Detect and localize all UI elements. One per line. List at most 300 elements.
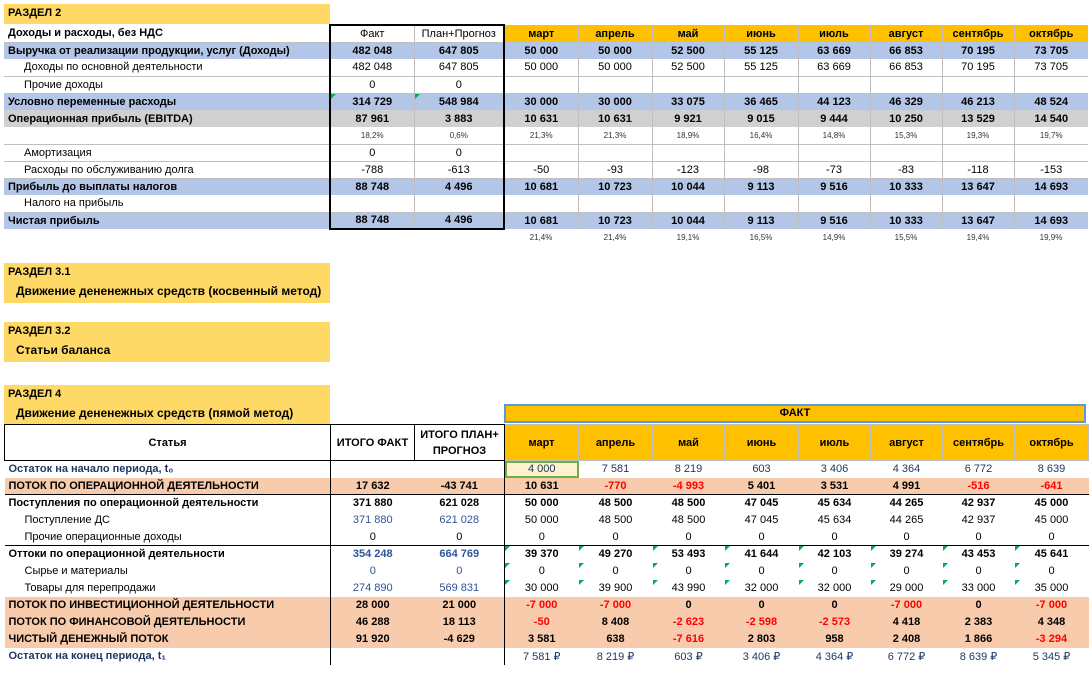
cell-value[interactable]: 39 900: [579, 580, 653, 597]
row-label[interactable]: Операционная прибыль (EBITDA): [4, 110, 330, 127]
cell-value[interactable]: [798, 195, 870, 212]
cell-value[interactable]: 15,3%: [870, 127, 942, 144]
cell-fact[interactable]: 88 748: [330, 178, 414, 195]
cell-value[interactable]: 35 000: [1015, 580, 1089, 597]
cell-value[interactable]: -641: [1015, 478, 1089, 495]
cell-fact[interactable]: 314 729: [330, 93, 414, 110]
cell-value[interactable]: 10 333: [870, 178, 942, 195]
cell-plan[interactable]: 4 496: [414, 212, 504, 229]
cell-value[interactable]: 958: [799, 631, 871, 648]
cell-total-plan[interactable]: 621 028: [415, 512, 505, 529]
cell-total-plan[interactable]: [415, 648, 505, 665]
cell-value[interactable]: 0: [1048, 530, 1055, 543]
header-month[interactable]: апрель: [578, 25, 652, 42]
row-label[interactable]: ПОТОК ПО ИНВЕСТИЦИОННОЙ ДЕЯТЕЛЬНОСТИ: [5, 597, 331, 614]
cell-value[interactable]: -118: [942, 161, 1014, 178]
cell-fact[interactable]: [330, 229, 414, 246]
cell-value[interactable]: 0: [653, 597, 725, 614]
cell-value[interactable]: 21,4%: [603, 233, 627, 242]
cell-total-fact[interactable]: [331, 461, 415, 478]
header-month[interactable]: июнь: [725, 425, 799, 461]
cell-value[interactable]: 8 639 ₽: [959, 650, 998, 663]
cell-value[interactable]: [504, 144, 578, 161]
cell-value[interactable]: 9 113: [724, 178, 798, 195]
cell-value[interactable]: 19,3%: [942, 127, 1014, 144]
cell-plan[interactable]: [414, 229, 504, 246]
cell-plan[interactable]: 647 805: [414, 59, 504, 76]
cell-value[interactable]: 4 364: [871, 461, 943, 478]
cell-value[interactable]: 3 406: [799, 461, 871, 478]
cell-value[interactable]: -50: [505, 614, 579, 631]
cell-value[interactable]: 63 669: [798, 42, 870, 59]
fact-group-header: [504, 404, 1086, 423]
cell-value[interactable]: 53 493: [653, 546, 725, 563]
section-4-header: [4, 385, 330, 425]
cell-value[interactable]: 0: [758, 530, 765, 543]
cell-value[interactable]: 21,3%: [504, 127, 578, 144]
cell-fact[interactable]: [330, 195, 414, 212]
cell-value[interactable]: 19,1%: [676, 233, 700, 242]
cell-total-fact[interactable]: 0: [331, 563, 415, 580]
header-month[interactable]: август: [870, 25, 942, 42]
cell-value[interactable]: [652, 144, 724, 161]
header-total-fact[interactable]: ИТОГО ФАКТ: [331, 425, 415, 461]
cell-total-fact[interactable]: 46 288: [331, 614, 415, 631]
cell-value[interactable]: 50 000: [578, 59, 652, 76]
cell-value[interactable]: 8 219 ₽: [596, 650, 635, 663]
cell-value[interactable]: -7 616: [653, 631, 725, 648]
cell-total-fact[interactable]: 371 880: [331, 495, 415, 512]
cell-value[interactable]: 48 500: [598, 514, 633, 526]
cell-value[interactable]: 48 500: [671, 514, 706, 526]
cell-value[interactable]: 15,5%: [894, 233, 918, 242]
cell-value[interactable]: 29 000: [871, 580, 943, 597]
cell-value[interactable]: 55 125: [724, 59, 798, 76]
cell-value[interactable]: 13 647: [942, 212, 1014, 229]
cell-value[interactable]: 10 723: [578, 212, 652, 229]
cell-value[interactable]: 9 015: [724, 110, 798, 127]
cell-value[interactable]: 0: [725, 563, 799, 580]
cell-value[interactable]: 18,9%: [652, 127, 724, 144]
cell-total-plan[interactable]: 21 000: [415, 597, 505, 614]
cell-value[interactable]: 16,5%: [749, 233, 773, 242]
cell-value[interactable]: 73 705: [1014, 59, 1088, 76]
cell-total-plan[interactable]: 569 831: [415, 580, 505, 597]
cell-value[interactable]: [652, 195, 724, 212]
cell-value[interactable]: -93: [578, 161, 652, 178]
header-article[interactable]: Статья: [5, 425, 331, 461]
cell-total-fact[interactable]: 354 248: [331, 546, 415, 563]
cell-value[interactable]: 0: [653, 563, 725, 580]
cell-value[interactable]: [724, 76, 798, 93]
row-label[interactable]: Товары для перепродажи: [24, 582, 156, 594]
cell-value[interactable]: 30 000: [505, 580, 579, 597]
cell-value[interactable]: 50 000: [578, 42, 652, 59]
cell-value[interactable]: 55 125: [724, 42, 798, 59]
cell-value[interactable]: 10 723: [578, 178, 652, 195]
section-2-header: [4, 4, 330, 24]
cell-value[interactable]: 21,4%: [529, 233, 553, 242]
section-label: РАЗДЕЛ 4: [8, 388, 62, 400]
cell-value[interactable]: 0: [538, 530, 545, 543]
cell-value[interactable]: 19,7%: [1014, 127, 1088, 144]
cell-value[interactable]: -98: [724, 161, 798, 178]
header-month[interactable]: октябрь: [1014, 25, 1088, 42]
cell-value[interactable]: 5 401: [725, 478, 799, 495]
cell-value[interactable]: 41 644: [725, 546, 799, 563]
row-label[interactable]: Прибыль до выплаты налогов: [4, 178, 330, 195]
cell-total-fact[interactable]: 28 000: [331, 597, 415, 614]
cell-value[interactable]: -73: [798, 161, 870, 178]
cell-value[interactable]: 36 465: [724, 93, 798, 110]
cell-value[interactable]: 14,8%: [798, 127, 870, 144]
cell-value[interactable]: 13 647: [942, 178, 1014, 195]
header-month[interactable]: август: [871, 425, 943, 461]
cell-value[interactable]: 50 000: [505, 495, 579, 512]
cell-total-plan[interactable]: 18 113: [415, 614, 505, 631]
cell-value[interactable]: 42 103: [799, 546, 871, 563]
cell-value[interactable]: 66 853: [870, 42, 942, 59]
cell-fact[interactable]: 0: [330, 144, 414, 161]
table-row: [4, 93, 1088, 110]
cell-total-fact[interactable]: [331, 648, 415, 665]
row-label[interactable]: [4, 229, 330, 246]
row-label[interactable]: Выручка от реализации продукции, услуг (Доходы): [4, 42, 330, 59]
cell-value[interactable]: 2 408: [871, 631, 943, 648]
cell-value[interactable]: [942, 144, 1014, 161]
row-label[interactable]: Налого на прибыль: [4, 195, 330, 212]
cell-value[interactable]: [942, 195, 1014, 212]
cell-value[interactable]: 0: [831, 530, 838, 543]
row-label[interactable]: ЧИСТЫЙ ДЕНЕЖНЫЙ ПОТОК: [5, 631, 331, 648]
cell-value[interactable]: 45 000: [1015, 495, 1089, 512]
cell-plan[interactable]: 548 984: [414, 93, 504, 110]
cell-value[interactable]: 0: [799, 563, 871, 580]
header-month[interactable]: октябрь: [1015, 425, 1089, 461]
cell-value[interactable]: 5 345 ₽: [1032, 650, 1071, 663]
cell-value[interactable]: 1 866: [943, 631, 1015, 648]
cell-total-plan[interactable]: -4 629: [415, 631, 505, 648]
cell-value[interactable]: 42 937: [943, 495, 1015, 512]
fact-label: ФАКТ: [779, 407, 811, 419]
cell-value[interactable]: -2 573: [799, 614, 871, 631]
cell-value[interactable]: 10 044: [652, 212, 724, 229]
cell-value[interactable]: 33 075: [652, 93, 724, 110]
table-row: [5, 631, 1089, 648]
cell-value[interactable]: 49 270: [579, 546, 653, 563]
cell-value[interactable]: 19,4%: [966, 233, 990, 242]
cell-total-fact[interactable]: 274 890: [331, 580, 415, 597]
cell-total-plan[interactable]: 0: [415, 563, 505, 580]
cell-value[interactable]: 16,4%: [724, 127, 798, 144]
header-month[interactable]: сентябрь: [942, 25, 1014, 42]
cell-value[interactable]: 10 681: [504, 178, 578, 195]
cell-value[interactable]: 3 531: [799, 478, 871, 495]
cell-value[interactable]: 4 000: [505, 461, 579, 478]
cell-value[interactable]: 70 195: [942, 59, 1014, 76]
table-row: [5, 546, 1089, 563]
cell-value[interactable]: 3 581: [505, 631, 579, 648]
cell-fact[interactable]: 88 748: [330, 212, 414, 229]
row-label[interactable]: Остаток на конец периода, t₁: [8, 650, 166, 662]
cell-value[interactable]: [942, 76, 1014, 93]
cell-value[interactable]: 33 000: [943, 580, 1015, 597]
cell-value[interactable]: 19,9%: [1039, 233, 1063, 242]
cell-value[interactable]: 10 681: [504, 212, 578, 229]
cell-value[interactable]: 14 540: [1014, 110, 1088, 127]
cell-value[interactable]: 603: [725, 461, 799, 478]
cell-value[interactable]: 4 348: [1015, 614, 1089, 631]
cell-value[interactable]: 0: [943, 597, 1015, 614]
cell-value[interactable]: 47 045: [744, 514, 779, 526]
cell-value[interactable]: 0: [799, 597, 871, 614]
cell-value[interactable]: 13 529: [942, 110, 1014, 127]
cell-value[interactable]: 0: [975, 530, 982, 543]
cell-value[interactable]: 50 000: [504, 59, 578, 76]
cell-value[interactable]: 32 000: [725, 580, 799, 597]
cell-total-plan[interactable]: 621 028: [415, 495, 505, 512]
cell-value[interactable]: 46 213: [942, 93, 1014, 110]
cell-value[interactable]: 0: [1015, 563, 1089, 580]
cell-value[interactable]: [578, 144, 652, 161]
cell-value[interactable]: 638: [579, 631, 653, 648]
cell-value[interactable]: 9 444: [798, 110, 870, 127]
table-row: [4, 178, 1088, 195]
cell-value[interactable]: 32 000: [799, 580, 871, 597]
cell-value[interactable]: [1014, 76, 1088, 93]
cell-value[interactable]: 0: [725, 597, 799, 614]
cell-value[interactable]: 44 265: [889, 514, 924, 526]
cell-fact[interactable]: 482 048: [330, 42, 414, 59]
cell-value[interactable]: 21,3%: [578, 127, 652, 144]
cell-value[interactable]: [578, 76, 652, 93]
header-fact[interactable]: Факт: [330, 25, 414, 42]
cell-value[interactable]: 44 265: [871, 495, 943, 512]
cell-total-plan[interactable]: 0: [415, 529, 505, 546]
cell-total-fact[interactable]: 371 880: [331, 512, 415, 529]
cell-fact[interactable]: 0: [330, 76, 414, 93]
row-label[interactable]: Чистая прибыль: [4, 212, 330, 229]
cell-value[interactable]: 52 500: [652, 42, 724, 59]
table-row: [4, 229, 1088, 246]
row-label[interactable]: Сырье и материалы: [24, 565, 128, 577]
row-label[interactable]: Расходы по обслуживанию долга: [4, 161, 330, 178]
cell-value[interactable]: -516: [943, 478, 1015, 495]
cell-value[interactable]: 14 693: [1014, 178, 1088, 195]
row-label[interactable]: Поступления по операционной деятельности: [5, 495, 331, 512]
cell-value[interactable]: -4 993: [653, 478, 725, 495]
cell-value[interactable]: 4 991: [871, 478, 943, 495]
cell-value[interactable]: 0: [943, 563, 1015, 580]
cell-value[interactable]: 50 000: [504, 42, 578, 59]
cell-value[interactable]: 4 364 ₽: [815, 650, 854, 663]
cell-value[interactable]: 39 274: [871, 546, 943, 563]
cell-value[interactable]: 52 500: [652, 59, 724, 76]
cell-value[interactable]: [870, 144, 942, 161]
section-3-2-header: [4, 322, 330, 362]
header-month[interactable]: май: [652, 25, 724, 42]
header-month[interactable]: апрель: [579, 425, 653, 461]
cell-value[interactable]: 6 772: [943, 461, 1015, 478]
cell-value[interactable]: 63 669: [798, 59, 870, 76]
cell-value[interactable]: 2 803: [725, 631, 799, 648]
row-label[interactable]: [4, 127, 330, 144]
cell-value[interactable]: 9 516: [798, 212, 870, 229]
cell-value[interactable]: -7 000: [505, 597, 579, 614]
cell-value[interactable]: [652, 76, 724, 93]
row-label[interactable]: Прочие операционные доходы: [24, 530, 182, 543]
cell-value[interactable]: 7 581: [579, 461, 653, 478]
cell-value[interactable]: -770: [579, 478, 653, 495]
cell-value[interactable]: [724, 195, 798, 212]
header-month[interactable]: март: [504, 25, 578, 42]
header-month[interactable]: июнь: [724, 25, 798, 42]
cell-value[interactable]: 3 406 ₽: [742, 650, 781, 663]
cell-value[interactable]: 0: [685, 530, 692, 543]
cell-value[interactable]: 14 693: [1014, 212, 1088, 229]
cell-value[interactable]: 30 000: [504, 93, 578, 110]
cell-value[interactable]: -83: [870, 161, 942, 178]
header-month[interactable]: сентябрь: [943, 425, 1015, 461]
cell-value[interactable]: -153: [1014, 161, 1088, 178]
cell-plan[interactable]: 647 805: [414, 42, 504, 59]
cell-fact[interactable]: 87 961: [330, 110, 414, 127]
cell-value[interactable]: 9 516: [798, 178, 870, 195]
cell-plan[interactable]: 4 496: [414, 178, 504, 195]
cell-value[interactable]: 8 219: [653, 461, 725, 478]
cell-value[interactable]: [1014, 195, 1088, 212]
cell-value[interactable]: -7 000: [871, 597, 943, 614]
cell-total-plan[interactable]: -43 741: [415, 478, 505, 495]
cell-value[interactable]: 48 500: [653, 495, 725, 512]
cell-plan[interactable]: 0: [414, 144, 504, 161]
cell-value[interactable]: 9 113: [724, 212, 798, 229]
cell-plan[interactable]: 0,6%: [414, 127, 504, 144]
cell-value[interactable]: 48 524: [1014, 93, 1088, 110]
cell-value[interactable]: 10 631: [578, 110, 652, 127]
cell-value[interactable]: 14,9%: [822, 233, 846, 242]
cell-value[interactable]: 43 990: [653, 580, 725, 597]
cell-fact[interactable]: 482 048: [330, 59, 414, 76]
cell-value[interactable]: 42 937: [961, 514, 996, 526]
row-label[interactable]: Прочие доходы: [4, 76, 330, 93]
cell-value[interactable]: 0: [612, 530, 619, 543]
cell-value[interactable]: 45 000: [1034, 514, 1069, 526]
row-label[interactable]: Остаток на начало периода, t₀: [5, 461, 331, 478]
cell-value[interactable]: [504, 195, 578, 212]
cell-value[interactable]: -2 623: [653, 614, 725, 631]
cell-value[interactable]: -7 000: [579, 597, 653, 614]
cell-plan[interactable]: 3 883: [414, 110, 504, 127]
cell-value[interactable]: 45 641: [1015, 546, 1089, 563]
cell-value[interactable]: 603 ₽: [674, 650, 703, 663]
cell-value[interactable]: 8 408: [579, 614, 653, 631]
cell-value[interactable]: 45 634: [817, 514, 852, 526]
header-month[interactable]: июль: [799, 425, 871, 461]
table-row: [4, 110, 1088, 127]
cell-value[interactable]: 2 383: [943, 614, 1015, 631]
cell-value[interactable]: 50 000: [524, 514, 559, 526]
cell-value[interactable]: 66 853: [870, 59, 942, 76]
header-month[interactable]: июль: [798, 25, 870, 42]
cell-total-plan[interactable]: 664 769: [415, 546, 505, 563]
cell-value[interactable]: 0: [903, 530, 910, 543]
cell-value[interactable]: 10 333: [870, 212, 942, 229]
cell-value[interactable]: 10 631: [504, 110, 578, 127]
cell-value[interactable]: [578, 195, 652, 212]
cell-value[interactable]: 9 921: [652, 110, 724, 127]
row-label[interactable]: Поступление ДС: [24, 514, 110, 526]
cell-value[interactable]: [870, 195, 942, 212]
section-title: Движение дененежных средств (косвенный метод): [16, 284, 322, 298]
header-plan[interactable]: План+Прогноз: [414, 25, 504, 42]
cell-fact[interactable]: -788: [330, 161, 414, 178]
cell-total-fact[interactable]: 91 920: [331, 631, 415, 648]
cell-value[interactable]: 39 370: [505, 546, 579, 563]
cell-value[interactable]: 45 634: [799, 495, 871, 512]
row-label[interactable]: Оттоки по операционной деятельности: [5, 546, 331, 563]
cell-value[interactable]: [724, 144, 798, 161]
cell-value[interactable]: 6 772 ₽: [887, 650, 926, 663]
cell-value[interactable]: 0: [579, 563, 653, 580]
cell-total-plan[interactable]: [415, 461, 505, 478]
cell-value[interactable]: 43 453: [943, 546, 1015, 563]
row-label[interactable]: Доходы по основной деятельности: [4, 59, 330, 76]
cell-plan[interactable]: 0: [414, 76, 504, 93]
cell-value[interactable]: 44 123: [798, 93, 870, 110]
row-label[interactable]: Условно переменные расходы: [4, 93, 330, 110]
cell-value[interactable]: 46 329: [870, 93, 942, 110]
row-label[interactable]: ПОТОК ПО ОПЕРАЦИОННОЙ ДЕЯТЕЛЬНОСТИ: [5, 478, 331, 495]
table-row: [4, 212, 1088, 229]
cell-value[interactable]: -50: [504, 161, 578, 178]
cell-value[interactable]: -2 598: [725, 614, 799, 631]
cell-value[interactable]: 0: [871, 563, 943, 580]
cell-value[interactable]: [798, 76, 870, 93]
cell-value[interactable]: 4 418: [871, 614, 943, 631]
cell-value[interactable]: 10 631: [505, 478, 579, 495]
cell-value[interactable]: [870, 76, 942, 93]
cell-value[interactable]: 47 045: [725, 495, 799, 512]
cell-value[interactable]: 73 705: [1014, 42, 1088, 59]
cell-value[interactable]: 48 500: [579, 495, 653, 512]
cell-value[interactable]: [798, 144, 870, 161]
cell-value[interactable]: -3 294: [1015, 631, 1089, 648]
cell-value[interactable]: [1014, 144, 1088, 161]
cell-value[interactable]: 0: [505, 563, 579, 580]
header-total-plan[interactable]: ИТОГО ПЛАН+ ПРОГНОЗ: [415, 425, 505, 461]
cell-value[interactable]: -123: [652, 161, 724, 178]
cell-plan[interactable]: [414, 195, 504, 212]
cell-value[interactable]: 10 044: [652, 178, 724, 195]
cell-value[interactable]: 30 000: [578, 93, 652, 110]
header-month[interactable]: май: [653, 425, 725, 461]
cell-value[interactable]: -7 000: [1015, 597, 1089, 614]
header-title[interactable]: Доходы и расходы, без НДС: [4, 25, 330, 42]
cell-total-fact[interactable]: 0: [331, 529, 415, 546]
row-label[interactable]: Амортизация: [4, 144, 330, 161]
row-label[interactable]: ПОТОК ПО ФИНАНСОВОЙ ДЕЯТЕЛЬНОСТИ: [5, 614, 331, 631]
cell-plan[interactable]: -613: [414, 161, 504, 178]
cell-value[interactable]: 7 581 ₽: [522, 650, 561, 663]
cell-value[interactable]: 10 250: [870, 110, 942, 127]
cell-value[interactable]: 70 195: [942, 42, 1014, 59]
cell-value[interactable]: 8 639: [1015, 461, 1089, 478]
cell-value[interactable]: [504, 76, 578, 93]
cell-fact[interactable]: 18,2%: [330, 127, 414, 144]
header-month[interactable]: март: [505, 425, 579, 461]
cell-total-fact[interactable]: 17 632: [331, 478, 415, 495]
